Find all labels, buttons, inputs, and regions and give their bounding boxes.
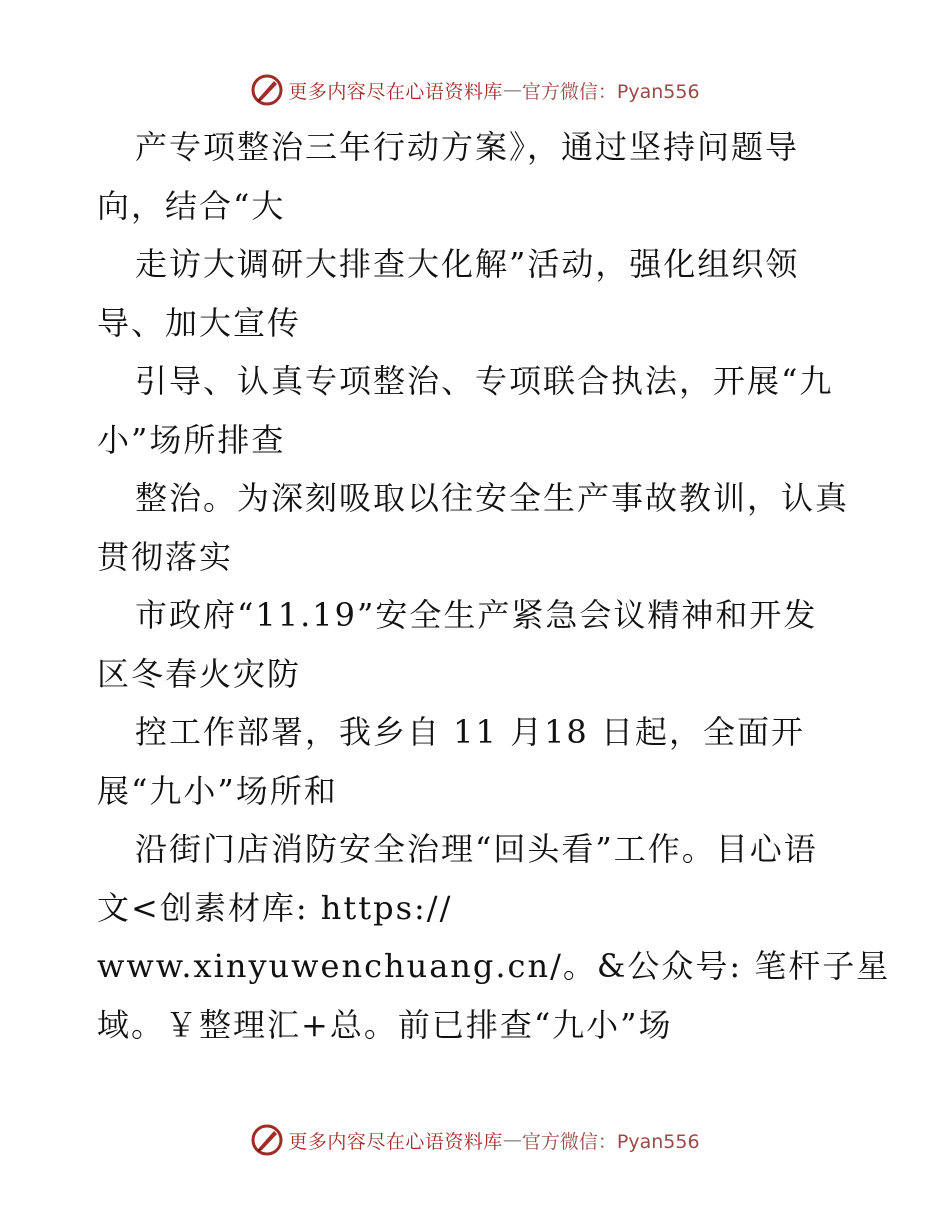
wechat-contact-text: 官方微信：Pyan556 bbox=[521, 1130, 700, 1153]
header-watermark-banner bbox=[0, 70, 950, 110]
body-line: 控工作部署，我乡自 11 月18 日起，全面开 bbox=[135, 713, 805, 751]
banner-separator: — bbox=[502, 1129, 522, 1151]
body-line: www.xinyuwenchuang.cn/。&公众号: 笔杆子星 bbox=[97, 947, 891, 985]
body-line: 沿街门店消防安全治理“回头看”工作。目心语 bbox=[135, 830, 818, 868]
body-line: 整治。为深刻吸取以往安全生产事故教训，认真 bbox=[135, 479, 850, 517]
body-line: 市政府“11.19”安全生产紧急会议精神和开发 bbox=[135, 596, 818, 634]
document-body bbox=[97, 118, 891, 1054]
site-name-text: 更多内容尽在心语资料库 bbox=[288, 1130, 503, 1153]
body-line: 走访大调研大排查大化解”活动，强化组织领 bbox=[135, 245, 800, 283]
body-line: 导、加大宣传 bbox=[97, 303, 302, 342]
footer-watermark-banner bbox=[0, 1120, 950, 1160]
body-line: 小”场所排查 bbox=[97, 420, 286, 459]
body-line: 引导、认真专项整治、专项联合执法，开展“九 bbox=[135, 362, 834, 400]
quill-pen-logo-icon bbox=[250, 73, 284, 107]
body-line: 展“九小”场所和 bbox=[97, 771, 338, 810]
body-line: 域。￥整理汇+总。前已排查“九小”场 bbox=[97, 1005, 673, 1044]
quill-pen-logo-icon bbox=[250, 1123, 284, 1157]
banner-separator: — bbox=[502, 79, 522, 101]
site-name-text: 更多内容尽在心语资料库 bbox=[288, 80, 503, 103]
body-line: 贯彻落实 bbox=[97, 537, 234, 576]
body-line: 产专项整治三年行动方案》，通过坚持问题导 bbox=[135, 128, 800, 166]
wechat-contact-text: 官方微信：Pyan556 bbox=[521, 80, 700, 103]
body-line: 文<创素材库: https:// bbox=[97, 888, 453, 927]
body-line: 向，结合“大 bbox=[97, 186, 286, 225]
body-line: 区冬春火灾防 bbox=[97, 654, 302, 693]
